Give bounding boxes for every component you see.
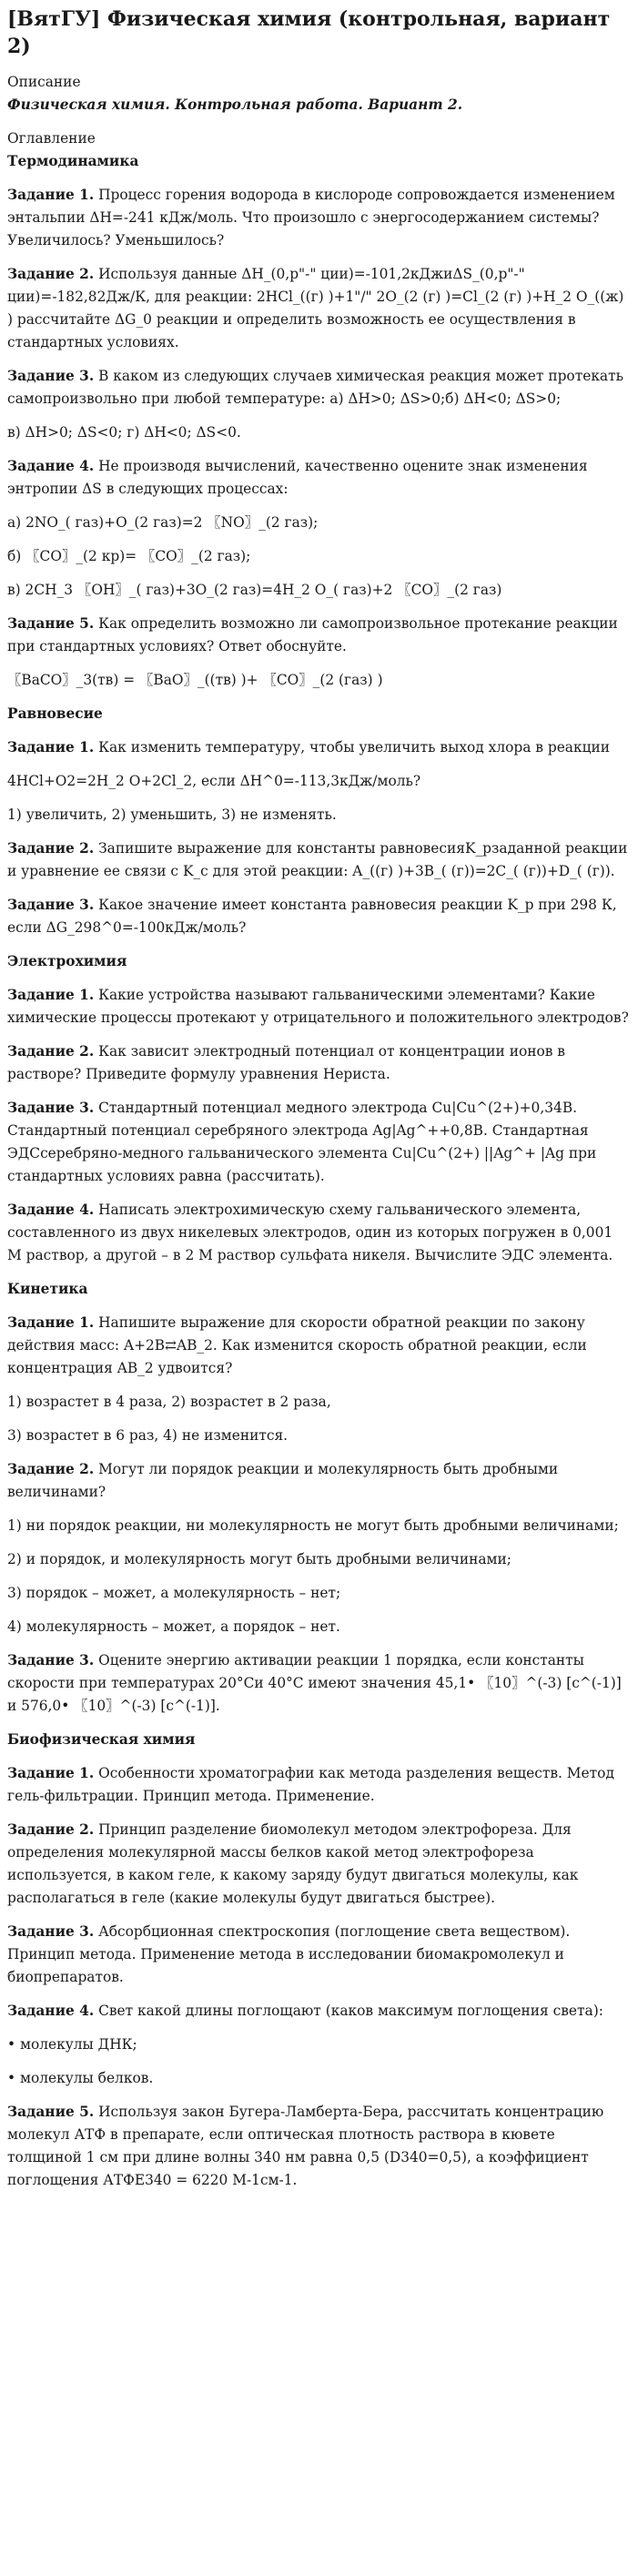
text-paragraph: а) 2NO_( газ)+O_(2 газ)=2 〖NO〗_(2 газ); — [7, 514, 319, 531]
task-paragraph — [7, 1819, 631, 1910]
task-number: Задание 1. — [7, 1765, 95, 1781]
task-text: Как определить возможно ли самопроизвольное протекание реакции при стандартных условиях? Ответ обоснуйте. — [7, 615, 618, 654]
section-heading: Термодинамика — [7, 153, 139, 169]
section-equilibrium — [7, 703, 631, 939]
task-number: Задание 3. — [7, 897, 95, 913]
task-number: Задание 2. — [7, 1821, 95, 1838]
task-paragraph — [7, 2000, 631, 2023]
task-text: Какие устройства называют гальваническими элементами? Какие химические процессы протекают у отрицательного и положительного электродов? — [7, 987, 629, 1026]
task-number: Задание 4. — [7, 1202, 95, 1218]
section-kinetics — [7, 1278, 631, 1718]
text-paragraph: 1) увеличить, 2) уменьшить, 3) не изменять. — [7, 806, 337, 823]
task-paragraph — [7, 1458, 631, 1504]
section-heading: Кинетика — [7, 1281, 88, 1297]
page-title: [ВятГУ] Физическая химия (контрольная, вариант 2) — [7, 7, 611, 58]
task-text: Принцип разделение биомолекул методом электрофореза. Для определения молекулярной массы белков какой метод электрофореза используется, в каком геле, к какому заряду будут двигаться молекулы, как располагаться в геле (какие молекулы будут двигаться быстрее). — [7, 1821, 579, 1906]
text-paragraph: 3) возрастет в 6 раз, 4) не изменится. — [7, 1427, 289, 1444]
description-label: Описание — [7, 74, 81, 90]
text-paragraph: 1) ни порядок реакции, ни молекулярность не могут быть дробными величинами; — [7, 1517, 619, 1534]
task-text: Оцените энергию активации реакции 1 порядка, если константы скорости при температурах 20°Cи 40°C имеют значения 45,1• 〖10〗^(-3) [c^(-1)] и 576,0• 〖10〗^(-3) [c^(-1)]. — [7, 1652, 622, 1714]
task-number: Задание 3. — [7, 368, 95, 384]
task-text: Стандартный потенциал медного электрода Cu|Cu^(2+)+0,34В. Стандартный потенциал серебряного электрода Ag|Ag^++0,8В. Стандартная ЭДСсеребряно-медного гальванического элемента Cu|Cu^(2+) ||Ag^+ |Ag при стандартных условиях равна (рассчитать). — [7, 1100, 597, 1184]
task-text: Как зависит электродный потенциал от концентрации ионов в растворе? Приведите формулу уравнения Нериста. — [7, 1043, 565, 1082]
text-paragraph: 2) и порядок, и молекулярность могут быть дробными величинами; — [7, 1551, 511, 1567]
task-paragraph — [7, 984, 631, 1029]
task-text: Используя данные ΔH_(0,р"-" ции)=-101,2кДжиΔS_(0,р"-" ции)=-182,82Дж/К, для реакции: 2HCl_((г) )+1"/" 2O_(2 (г) )=Cl_(2 (г) )+H_2 O_((ж) ) рассчитайте ΔG_0 реакции и определить возможность ее осуществления в стандартных условиях. — [7, 266, 624, 350]
task-paragraph — [7, 894, 631, 939]
task-text: Процесс горения водорода в кислороде сопровождается изменением энтальпии ΔH=-241 кДж/моль. Что произошло с энергосодержанием системы?Увеличилось? Уменьшилось? — [7, 187, 615, 248]
task-paragraph — [7, 263, 631, 354]
task-text: Абсорбционная спектроскопия (поглощение света веществом). Принцип метода. Применение метода в исследовании биомакромолекул и биопрепаратов. — [7, 1923, 571, 1985]
section-biophysical-chemistry — [7, 1729, 631, 2192]
task-paragraph — [7, 1040, 631, 1086]
task-number: Задание 1. — [7, 739, 95, 756]
text-paragraph: в) 2CH_3 〖OH〗_( газ)+3O_(2 газ)=4H_2 O_( газ)+2 〖CO〗_(2 газ) — [7, 582, 502, 598]
text-paragraph: 3) порядок – может, а молекулярность – нет; — [7, 1585, 341, 1601]
task-number: Задание 2. — [7, 840, 95, 857]
task-number: Задание 4. — [7, 2003, 95, 2019]
bullet-item: • молекулы ДНК; — [7, 2036, 137, 2053]
task-paragraph — [7, 184, 631, 252]
section-electrochemistry — [7, 950, 631, 1267]
task-number: Задание 3. — [7, 1652, 95, 1668]
task-number: Задание 2. — [7, 266, 95, 282]
task-text: Написать электрохимическую схему гальванического элемента, составленного из двух никелевых электродов, один из которых погружен в 0,001 М раствор, а другой – в 2 М раствор сульфата никеля. Вычислите ЭДС элемента. — [7, 1202, 613, 1263]
task-text: Используя закон Бугера-Ламберта-Бера, рассчитать концентрацию молекул АТФ в препарате, если оптическая плотность раствора в кювете толщиной 1 см при длине волны 340 нм равна 0,5 (D340=0,5), а коэффициент поглощения АТФЕ340 = 6220 М-1см-1. — [7, 2104, 604, 2188]
text-paragraph: 〖BaCO〗_3(тв) = 〖BaO〗_((тв) )+ 〖CO〗_(2 (газ) ) — [7, 672, 383, 688]
task-number: Задание 5. — [7, 615, 95, 632]
task-number: Задание 1. — [7, 1314, 95, 1331]
section-heading: Электрохимия — [7, 953, 127, 969]
description-text: Физическая химия. Контрольная работа. Вариант 2. — [7, 96, 463, 113]
task-number: Задание 2. — [7, 1461, 95, 1477]
task-text: Напишите выражение для скорости обратной реакции по закону действия масс: A+2B⇄AB_2. Как изменится скорость обратной реакции, если концентрация AB_2 удвоится? — [7, 1314, 587, 1376]
task-paragraph — [7, 365, 631, 411]
task-text: Не производя вычислений, качественно оцените знак изменения энтропии ΔS в следующих процессах: — [7, 458, 588, 497]
text-paragraph: 4HCl+O2=2H_2 O+2Cl_2, если ΔH^0=-113,3кДж/моль? — [7, 773, 421, 789]
sections-container — [7, 150, 631, 2192]
task-paragraph — [7, 455, 631, 501]
task-text: Как изменить температуру, чтобы увеличить выход хлора в реакции — [94, 739, 611, 756]
task-paragraph — [7, 837, 631, 883]
task-number: Задание 2. — [7, 1043, 95, 1060]
text-paragraph: в) ΔH>0; ΔS<0; г) ΔH<0; ΔS<0. — [7, 424, 241, 441]
text-paragraph: б) 〖CO〗_(2 кр)= 〖CO〗_(2 газ); — [7, 548, 251, 564]
task-paragraph — [7, 1649, 631, 1718]
task-text: Запишите выражение для константы равновесияK_рзаданной реакции и уравнение ее связи с K_c для этой реакции: A_((г) )+3B_( (г))=2C_( (г))+D_( (г)). — [7, 840, 628, 879]
task-paragraph — [7, 2101, 631, 2192]
text-paragraph: 4) молекулярность – может, а порядок – нет. — [7, 1618, 340, 1635]
section-thermodynamics — [7, 150, 631, 692]
task-text: Могут ли порядок реакции и молекулярность быть дробными величинами? — [7, 1461, 559, 1500]
task-text: В каком из следующих случаев химическая реакция может протекать самопроизвольно при любой температуре: а) ΔH>0; ΔS>0;б) ΔH<0; ΔS>0; — [7, 368, 624, 407]
task-paragraph — [7, 1312, 631, 1380]
task-text: Свет какой длины поглощают (каков максимум поглощения света): — [94, 2003, 603, 2019]
task-text: Какое значение имеет константа равновесия реакции K_р при 298 К, если ΔG_298^0=-100кДж/моль? — [7, 897, 617, 936]
task-number: Задание 3. — [7, 1100, 95, 1116]
task-paragraph — [7, 736, 631, 759]
bullet-item: • молекулы белков. — [7, 2070, 154, 2086]
task-number: Задание 1. — [7, 187, 95, 203]
section-heading: Равновесие — [7, 705, 103, 722]
task-number: Задание 5. — [7, 2104, 95, 2120]
task-number: Задание 1. — [7, 987, 95, 1003]
task-number: Задание 3. — [7, 1923, 95, 1940]
task-paragraph — [7, 1097, 631, 1188]
task-paragraph — [7, 1199, 631, 1267]
task-paragraph — [7, 613, 631, 658]
text-paragraph: 1) возрастет в 4 раза, 2) возрастет в 2 раза, — [7, 1394, 331, 1410]
task-number: Задание 4. — [7, 458, 95, 474]
task-paragraph — [7, 1921, 631, 1989]
section-heading: Биофизическая химия — [7, 1731, 196, 1748]
toc-label: Оглавление — [7, 130, 96, 147]
task-paragraph — [7, 1762, 631, 1808]
task-text: Особенности хроматографии как метода разделения веществ. Метод гель-фильтрации. Принцип метода. Применение. — [7, 1765, 614, 1804]
